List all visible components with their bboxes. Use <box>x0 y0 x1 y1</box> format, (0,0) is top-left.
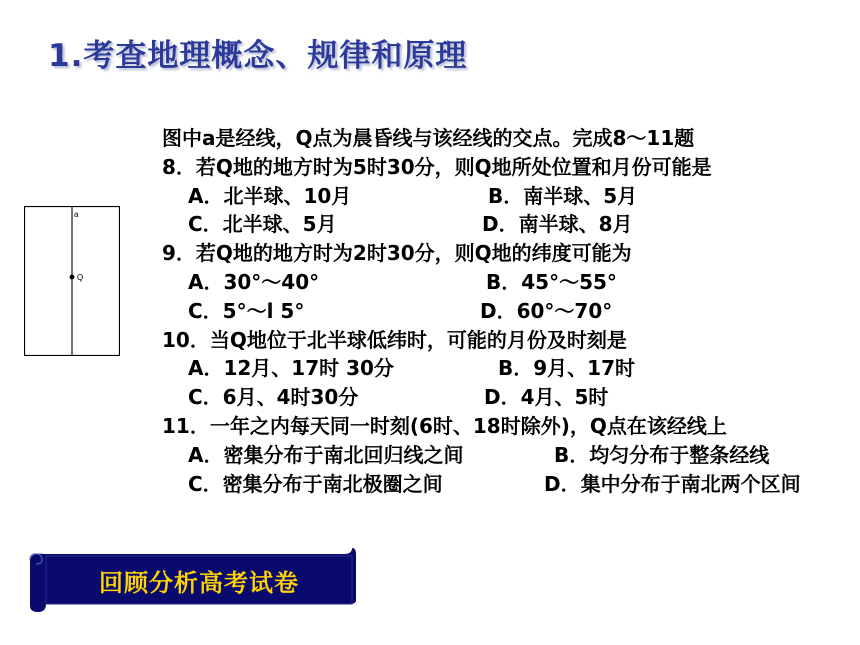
question-8-option-c: C．北半球、5月 <box>188 212 337 237</box>
question-11-option-b: B．均匀分布于整条经线 <box>554 442 770 467</box>
banner-label: 回顾分析高考试卷 <box>99 568 299 597</box>
meridian-label: a <box>74 210 79 219</box>
question-9-options-row-1 <box>162 268 727 297</box>
intro-text: 图中a是经线，Q点为晨昏线与该经线的交点。完成8～11题 <box>162 126 695 150</box>
question-8-options-row-1 <box>162 182 727 211</box>
question-9-options-row-2 <box>162 297 727 326</box>
question-10-stem: 10．当Q地位于北半球低纬时，可能的月份及时刻是 <box>162 327 627 352</box>
question-11-option-c: C．密集分布于南北极圈之间 <box>188 471 443 496</box>
meridian-diagram <box>24 206 120 356</box>
question-8-option-d: D．南半球、8月 <box>482 212 633 237</box>
question-9-option-b: B．45°～55° <box>486 269 617 294</box>
question-10-options-row-1 <box>162 354 727 383</box>
question-8-options-row-2 <box>162 210 727 239</box>
question-9-option-c: C．5°～l 5° <box>188 298 305 323</box>
question-block <box>162 124 801 498</box>
question-10-option-b: B．9月、17时 <box>498 356 635 381</box>
point-q-marker <box>70 275 75 280</box>
question-8-option-a: A．北半球、10月 <box>188 183 352 208</box>
point-q-label: Q <box>77 273 84 282</box>
question-11-stem: 11．一年之内每天同一时刻(6时、18时除外)，Q点在该经线上 <box>162 413 727 438</box>
question-10-options-row-2 <box>162 383 727 412</box>
question-9-stem: 9．若Q地的地方时为2时30分，则Q地的纬度可能为 <box>162 241 632 266</box>
question-10-option-c: C．6月、4时30分 <box>188 385 359 410</box>
question-11-option-a: A．密集分布于南北回归线之间 <box>188 442 464 467</box>
question-8-option-b: B．南半球、5月 <box>488 183 638 208</box>
question-10-option-d: D．4月、5时 <box>484 385 609 410</box>
question-10-option-a: A．12月、17时 30分 <box>188 356 394 381</box>
question-9-option-a: A．30°～40° <box>188 269 320 294</box>
question-8-stem: 8．若Q地的地方时为5时30分，则Q地所处位置和月份可能是 <box>162 154 712 179</box>
question-11-option-d: D．集中分布于南北两个区间 <box>544 471 801 496</box>
question-11-options-row-2 <box>162 470 801 499</box>
question-11-options-row-1 <box>162 441 770 470</box>
question-9-option-d: D．60°～70° <box>480 298 613 323</box>
review-banner <box>22 546 356 612</box>
slide-title: 1.考查地理概念、规律和原理 <box>48 38 468 74</box>
